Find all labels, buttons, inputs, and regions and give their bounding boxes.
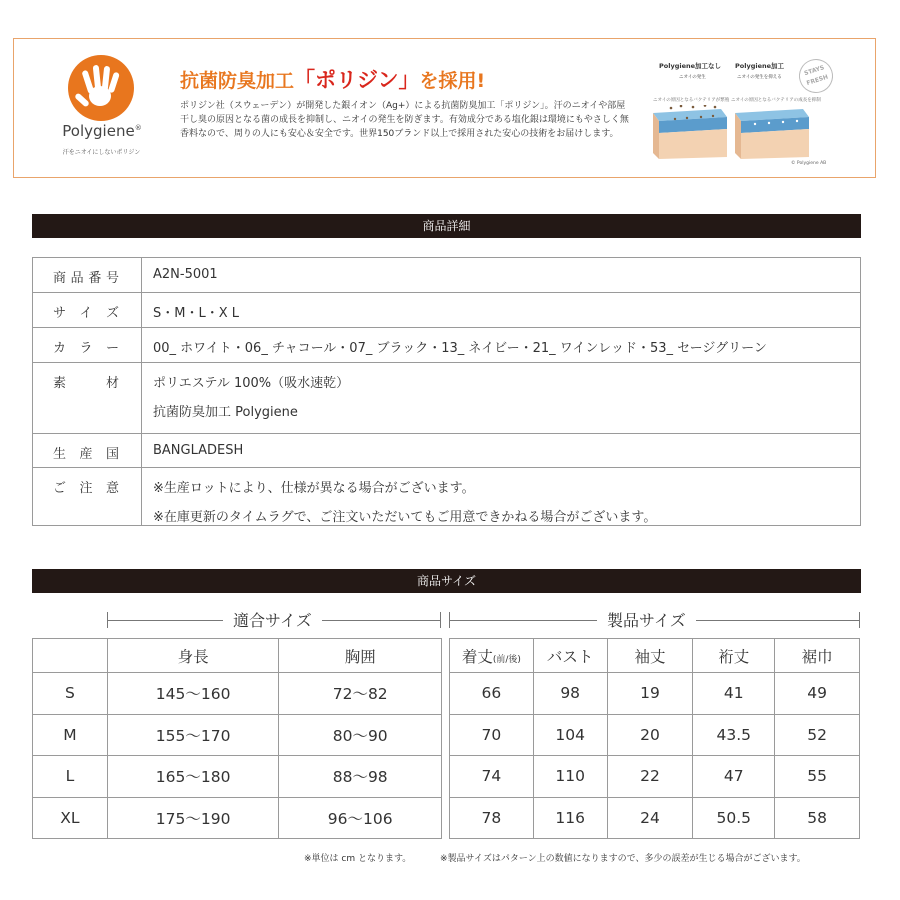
product-size-cell: 78	[450, 797, 534, 839]
product-column-header	[450, 639, 534, 673]
size-label: XL	[33, 797, 108, 839]
group-bracket-right	[859, 612, 860, 628]
detail-label-char: 産	[79, 447, 93, 462]
fit-size-table	[32, 638, 442, 839]
detail-value-line: ※在庫更新のタイムラグで、ご注文いただいてもご用意できかねる場合がございます。	[153, 510, 657, 525]
detail-label-char: サ	[53, 306, 67, 321]
detail-label-text	[33, 477, 141, 496]
product-column-header	[775, 639, 860, 673]
product-size-cell: 98	[533, 673, 607, 715]
detail-value-line: BANGLADESH	[153, 443, 244, 458]
detail-label	[33, 468, 142, 526]
product-size-title: 製品サイズ	[597, 608, 696, 631]
product-size-cell: 24	[607, 797, 693, 839]
detail-row	[33, 468, 861, 526]
product-size-group-header	[449, 608, 860, 632]
product-size-cell: 104	[533, 714, 607, 756]
detail-label	[33, 293, 142, 328]
fit-size-row	[33, 797, 442, 839]
polygiene-wordmark: Polygiene®	[62, 122, 142, 140]
detail-value-line: 00_ ホワイト・06_ チャコール・07_ ブラック・13_ ネイビー・21_ ワインレッド・53_ セージグリーン	[153, 341, 767, 356]
diagram-right-note: ニオイの原因となるバクテリアの成長を抑制	[731, 98, 821, 103]
product-size-cell: 22	[607, 756, 693, 798]
detail-value	[142, 258, 861, 293]
detail-label-char: 生	[53, 447, 67, 462]
fit-size-row	[33, 673, 442, 715]
detail-label-char: イ	[79, 306, 93, 321]
fit-size-group-header	[107, 608, 441, 632]
detail-label-char: ラ	[79, 341, 93, 356]
product-size-cell: 47	[693, 756, 775, 798]
detail-label	[33, 363, 142, 434]
detail-value-line: S・M・L・X L	[153, 306, 239, 321]
product-size-cell: 20	[607, 714, 693, 756]
product-column-header	[693, 639, 775, 673]
fit-size-cell: 88〜98	[279, 756, 442, 798]
product-size-cell: 66	[450, 673, 534, 715]
detail-label	[33, 258, 142, 293]
fit-size-cell: 165〜180	[107, 756, 279, 798]
fit-column-header: 身長	[107, 639, 279, 673]
product-size-cell: 58	[775, 797, 860, 839]
detail-value	[142, 434, 861, 468]
product-size-cell: 74	[450, 756, 534, 798]
detail-value	[142, 363, 861, 434]
product-column-header	[533, 639, 607, 673]
size-label: S	[33, 673, 108, 715]
detail-value-line: A2N-5001	[153, 267, 218, 282]
product-size-row	[450, 756, 860, 798]
detail-label-text	[33, 443, 141, 462]
product-size-cell: 19	[607, 673, 693, 715]
size-label: L	[33, 756, 108, 798]
fabric-comparison-diagram	[651, 53, 841, 171]
detail-label-char: ー	[105, 341, 119, 356]
fit-size-row	[33, 756, 442, 798]
group-bracket-right	[440, 612, 441, 628]
detail-label-char: カ	[53, 341, 67, 356]
detail-label-char: 商	[53, 271, 67, 286]
product-column-label: 袖丈	[634, 647, 666, 666]
detail-label-text	[33, 372, 141, 391]
detail-label-char: ズ	[105, 306, 119, 321]
product-details-table	[32, 257, 861, 526]
product-size-row	[450, 673, 860, 715]
detail-label-char: 素	[53, 376, 67, 391]
detail-label-char: 材	[105, 376, 119, 391]
fit-size-cell: 145〜160	[107, 673, 279, 715]
fit-size-cell: 96〜106	[279, 797, 442, 839]
size-column-header	[33, 639, 108, 673]
product-size-cell: 116	[533, 797, 607, 839]
diagram-left-note: ニオイの原因となるバクテリアが繁殖	[653, 98, 730, 103]
detail-label-char: 番	[88, 271, 102, 286]
product-size-cell: 110	[533, 756, 607, 798]
product-size-cell: 49	[775, 673, 860, 715]
detail-label	[33, 328, 142, 363]
fit-size-title: 適合サイズ	[223, 608, 322, 631]
fit-size-row	[33, 714, 442, 756]
sizes-section-header: 商品サイズ	[32, 569, 861, 593]
banner-description: ポリジン社（スウェーデン）が開発した銀イオン（Ag+）による抗菌防臭加工「ポリジン」。汗のニオイや部屋干し臭の原因となる菌の成長を抑制し、ニオイの発生を防ぎます。有効成分である塩化銀は環境にもやさしく無香料なので、周りの人にも安心＆安全です。世界150ブランド以上で採用された安心の技術をお届けします。	[180, 101, 629, 139]
product-size-cell: 41	[693, 673, 775, 715]
diagram-left-title: Polygiene加工なし	[659, 62, 722, 70]
detail-value	[142, 468, 861, 526]
detail-row	[33, 258, 861, 293]
detail-label-char: 意	[105, 481, 119, 496]
detail-label-text	[33, 337, 141, 356]
details-section-header: 商品詳細	[32, 214, 861, 238]
detail-row	[33, 434, 861, 468]
product-size-row	[450, 797, 860, 839]
fit-size-cell: 175〜190	[107, 797, 279, 839]
product-column-label: 裾巾	[801, 647, 833, 666]
product-column-sublabel: (前/後)	[492, 654, 521, 665]
fit-size-cell: 155〜170	[107, 714, 279, 756]
detail-label	[33, 434, 142, 468]
product-size-cell: 50.5	[693, 797, 775, 839]
variance-note: ※製品サイズはパターン上の数値になりますので、多少の誤差が生じる場合がございます。	[440, 854, 806, 864]
detail-row	[33, 293, 861, 328]
polygiene-banner	[13, 38, 876, 178]
detail-value	[142, 293, 861, 328]
product-size-cell: 43.5	[693, 714, 775, 756]
diagram-right-title: Polygiene加工	[735, 62, 785, 70]
product-size-cell: 55	[775, 756, 860, 798]
detail-label-char: 品	[70, 271, 84, 286]
polygiene-tagline: 汗をニオイにしないポリジン	[62, 149, 141, 156]
polygiene-hand-logo-icon	[67, 54, 135, 122]
detail-label-char: 号	[105, 271, 119, 286]
stays-fresh-stamp: STAYS FRESH	[795, 55, 838, 98]
fit-column-header: 胸囲	[279, 639, 442, 673]
product-column-label: 着丈	[461, 647, 493, 666]
product-size-cell: 52	[775, 714, 860, 756]
fit-size-cell: 72〜82	[279, 673, 442, 715]
product-size-cell: 70	[450, 714, 534, 756]
detail-label-char: 国	[105, 447, 119, 462]
unit-note: ※単位は cm となります。	[304, 854, 412, 864]
detail-value-line: ※生産ロットにより、仕様が異なる場合がございます。	[153, 481, 475, 496]
diagram-credit: © Polygiene AB	[791, 161, 827, 166]
diagram-right-sub: ニオイの発生を抑える	[737, 75, 782, 80]
detail-label-char: ご	[53, 481, 67, 496]
detail-row	[33, 363, 861, 434]
banner-title: 抗菌防臭加工「ポリジン」を採用!	[180, 68, 486, 92]
fit-size-cell: 80〜90	[279, 714, 442, 756]
product-size-row	[450, 714, 860, 756]
detail-label-char: 注	[79, 481, 93, 496]
product-size-table	[449, 638, 860, 839]
diagram-left-sub: ニオイの発生	[679, 75, 706, 80]
product-column-label: 裄丈	[718, 647, 750, 666]
detail-label-text	[33, 267, 141, 286]
product-column-header	[607, 639, 693, 673]
detail-row	[33, 328, 861, 363]
detail-label-text	[33, 302, 141, 321]
product-column-label: バスト	[546, 647, 594, 666]
fabric-layers-icon	[651, 105, 841, 160]
detail-value-line: 抗菌防臭加工 Polygiene	[153, 405, 298, 420]
detail-value	[142, 328, 861, 363]
size-label: M	[33, 714, 108, 756]
detail-value-line: ポリエステル 100%（吸水速乾）	[153, 376, 350, 391]
